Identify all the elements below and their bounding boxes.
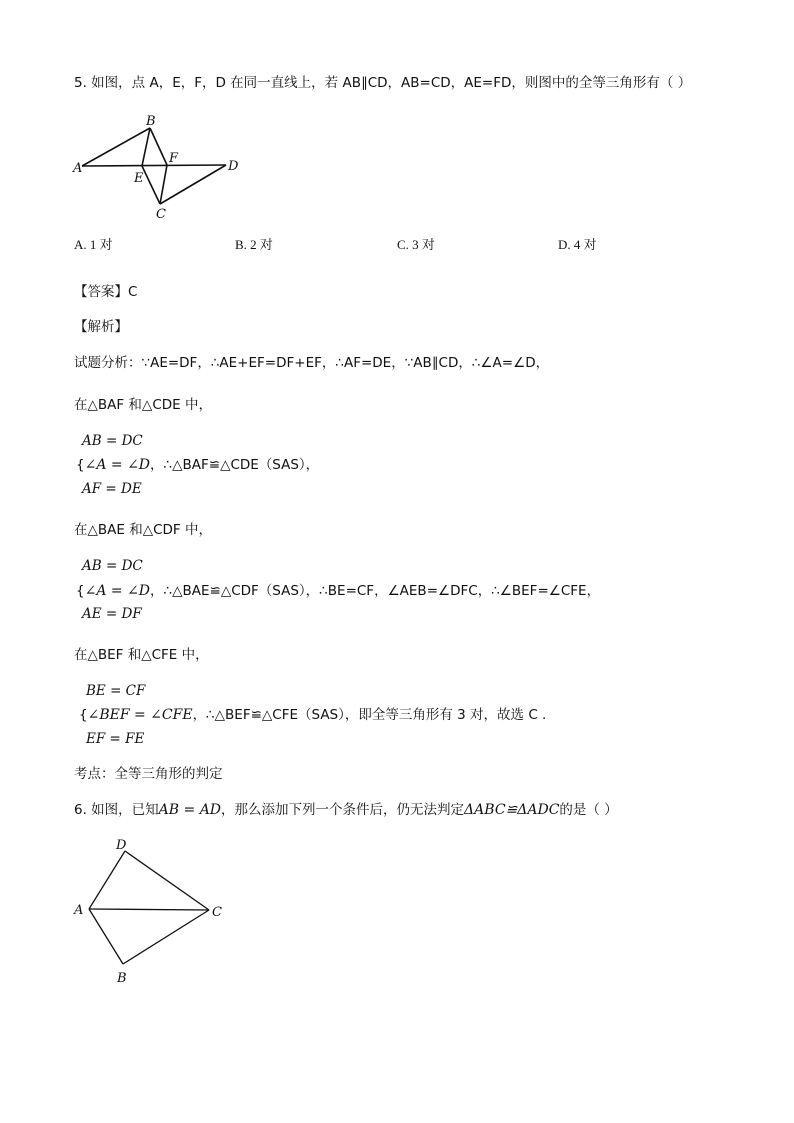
step2-cond2: ∠A = ∠D [84, 583, 151, 599]
step3-cond2: ∠BEF = ∠CFE [87, 707, 193, 723]
step1-brace-row [76, 456, 319, 474]
brace-icon: { [79, 707, 88, 723]
q6-figure [70, 836, 240, 996]
label-C: C [156, 207, 166, 222]
q5-option-d[interactable]: D. 4 对 [558, 237, 597, 252]
segment-BF [150, 128, 167, 165]
step1-cond3: AF = DE [82, 481, 142, 497]
segment-BC [123, 910, 209, 964]
q6-stem-math2: ΔABC≌ΔADC [464, 802, 560, 818]
segment-DC [125, 851, 209, 910]
q6-stem-part1: 6. 如图，已知 [74, 802, 159, 818]
q5-option-c[interactable]: C. 3 对 [397, 237, 435, 252]
step3-cond3: EF = FE [86, 731, 145, 747]
q6-stem [74, 801, 618, 819]
step2-conclusion: ，∴△BAE≌△CDF（SAS），∴BE=CF，∠AEB=∠DFC，∴∠BEF=∠CFE， [150, 583, 601, 599]
q5-answer: 【答案】C [74, 284, 138, 300]
segment-AB [82, 128, 150, 166]
step3-brace-row [79, 706, 546, 724]
label-F: F [169, 151, 179, 166]
segment-AB [89, 909, 123, 964]
label-E: E [134, 171, 144, 186]
q6-stem-part3: 的是（ ） [559, 802, 618, 818]
step1-conclusion: ，∴△BAF≌△CDE（SAS）， [150, 457, 320, 473]
label-A: A [74, 903, 84, 918]
q6-stem-part2: ，那么添加下列一个条件后，仍无法判定 [221, 802, 465, 818]
label-A: A [73, 161, 83, 176]
step1-cond1: AB = DC [82, 433, 143, 449]
q5-analysis-title: 【解析】 [74, 319, 128, 335]
q5-stem: 5. 如图，点 A，E，F，D 在同一直线上，若 AB∥CD，AB=CD，AE=FD，则图中的全等三角形有（ ） [74, 75, 692, 91]
step2-brace-row [76, 582, 600, 600]
q5-knowledge-point: 考点：全等三角形的判定 [74, 766, 223, 782]
step1-intro: 在△BAF 和△CDE 中， [74, 397, 212, 413]
q5-analysis-intro: 试题分析：∵AE=DF，∴AE+EF=DF+EF，∴AF=DE，∵AB∥CD，∴∠A=∠D， [74, 355, 550, 371]
step3-cond1: BE = CF [86, 683, 146, 699]
segment-CE [142, 166, 160, 204]
step2-intro: 在△BAE 和△CDF 中， [74, 522, 212, 538]
segment-BE [142, 128, 150, 166]
segment-AD [89, 851, 125, 909]
label-D: D [116, 838, 127, 853]
step3-conclusion: ，∴△BEF≌△CFE（SAS），即全等三角形有 3 对，故选 C . [192, 707, 547, 723]
step3-intro: 在△BEF 和△CFE 中， [74, 647, 209, 663]
q6-stem-math1: AB = AD [158, 802, 222, 818]
step1-cond2: ∠A = ∠D [84, 457, 151, 473]
segment-AC [89, 909, 209, 910]
label-C: C [212, 905, 222, 920]
label-D: D [228, 159, 239, 174]
step2-cond3: AE = DF [82, 606, 142, 622]
step2-cond1: AB = DC [82, 558, 143, 574]
q5-option-a[interactable]: A. 1 对 [74, 237, 113, 252]
segment-CD [160, 165, 226, 204]
q5-figure [70, 112, 260, 222]
segment-AD [82, 165, 226, 166]
label-B: B [146, 114, 156, 129]
brace-icon: { [76, 457, 85, 473]
q5-option-b[interactable]: B. 2 对 [235, 237, 273, 252]
label-B: B [117, 971, 127, 986]
brace-icon: { [76, 583, 85, 599]
segment-CF [160, 165, 167, 204]
